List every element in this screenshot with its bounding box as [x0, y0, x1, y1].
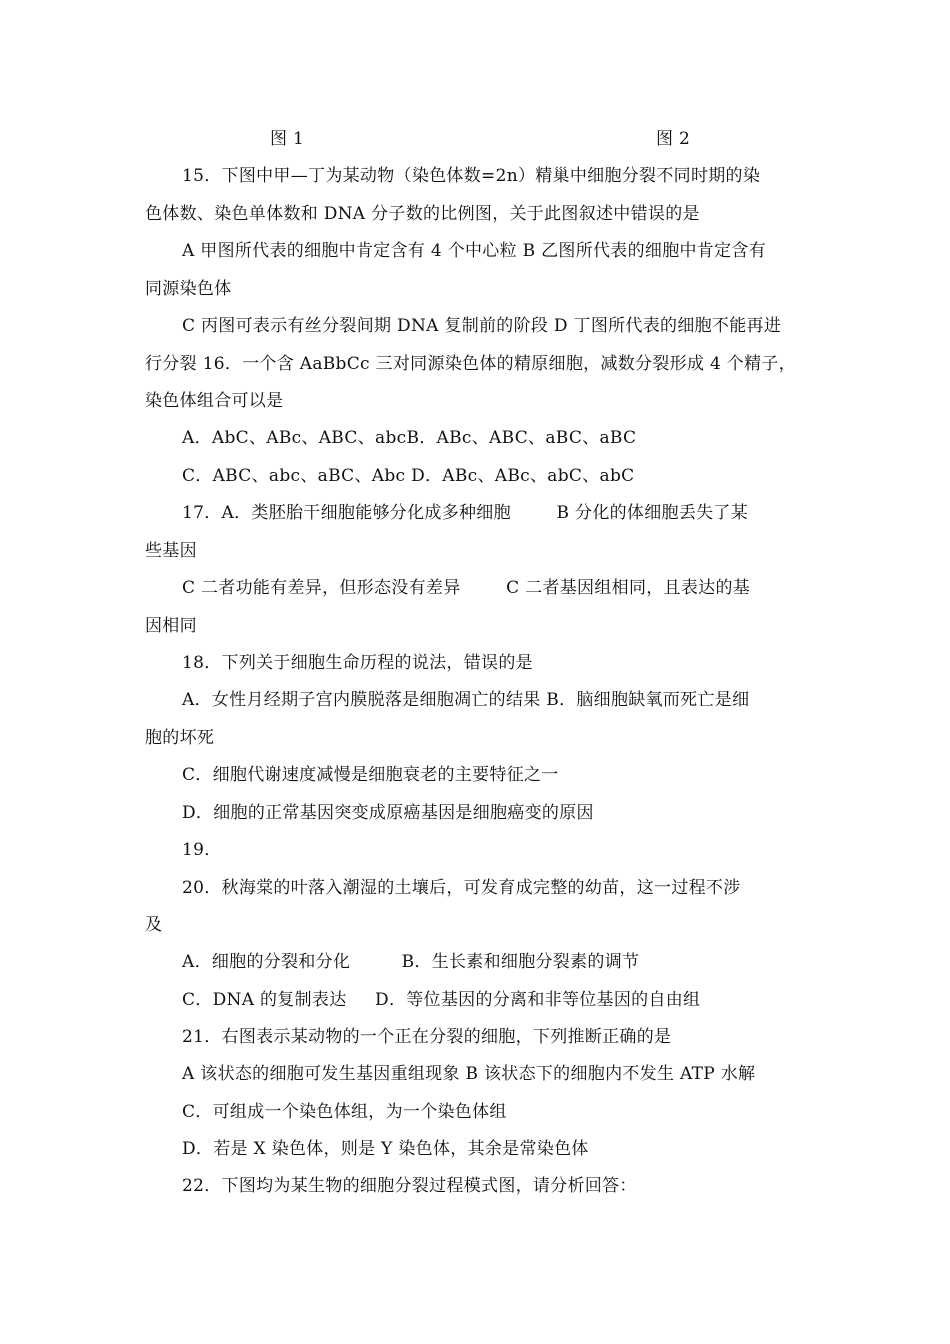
- q18-stem-line: 18．下列关于细胞生命历程的说法，错误的是: [182, 653, 533, 673]
- q18-option-d: D．细胞的正常基因突变成原癌基因是细胞癌变的原因: [182, 803, 594, 823]
- q16-stem-line: 染色体组合可以是: [145, 391, 284, 411]
- q21-options-line-1: A 该状态的细胞可发生基因重组现象 B 该状态下的细胞内不发生 ATP 水解: [182, 1064, 756, 1084]
- q21-stem-line: 21．右图表示某动物的一个正在分裂的细胞，下列推断正确的是: [182, 1027, 672, 1047]
- q16-options-line-1: A．AbC、ABc、ABC、abcB．ABc、ABC、aBC、aBC: [182, 428, 637, 448]
- q18-option-c: C．细胞代谢速度减慢是细胞衰老的主要特征之一: [182, 765, 559, 785]
- q22-stem-line: 22．下图均为某生物的细胞分裂过程模式图，请分析回答：: [182, 1176, 637, 1196]
- q17-line-4: 因相同: [145, 616, 197, 636]
- q18-option-b-cont: 胞的坏死: [145, 728, 215, 748]
- q16-options-line-2: C．ABC、abc、aBC、Abc D．ABc、ABc、abC、abC: [182, 466, 635, 486]
- figure-2-caption: 图 2: [656, 129, 691, 149]
- q17-line-2: 些基因: [145, 541, 197, 561]
- q20-options-line-1: A．细胞的分裂和分化 B．生长素和细胞分裂素的调节: [182, 952, 640, 972]
- q15-stem-line-1: 15．下图中甲—丁为某动物（染色体数=2n）精巢中细胞分裂不同时期的染: [182, 166, 761, 186]
- q19-line: 19．: [182, 840, 222, 860]
- q21-option-d: D．若是 X 染色体，则是 Y 染色体，其余是常染色体: [182, 1139, 589, 1159]
- q15-options-line-1: A 甲图所代表的细胞中肯定含有 4 个中心粒 B 乙图所代表的细胞中肯定含有: [182, 241, 767, 261]
- q15-stem-line-2: 色体数、染色单体数和 DNA 分子数的比例图，关于此图叙述中错误的是: [145, 204, 700, 224]
- q21-option-c: C．可组成一个染色体组，为一个染色体组: [182, 1102, 507, 1122]
- q15-q16-line: 行分裂 16．一个含 AaBbCc 三对同源染色体的精原细胞，减数分裂形成 4 个精子，: [145, 354, 796, 374]
- q17-line-1: 17．A．类胚胎干细胞能够分化成多种细胞 B 分化的体细胞丢失了某: [182, 503, 749, 523]
- q15-options-line-3: C 丙图可表示有丝分裂间期 DNA 复制前的阶段 D 丁图所代表的细胞不能再进: [182, 316, 782, 336]
- q17-line-3: C 二者功能有差异，但形态没有差异 C 二者基因组相同，且表达的基: [182, 578, 751, 598]
- q20-stem-line-1: 20．秋海棠的叶落入潮湿的土壤后，可发育成完整的幼苗，这一过程不涉: [182, 878, 741, 898]
- q15-options-line-2: 同源染色体: [145, 279, 232, 299]
- q20-stem-line-2: 及: [145, 915, 163, 935]
- q20-options-line-2: C．DNA 的复制表达 D．等位基因的分离和非等位基因的自由组: [182, 990, 701, 1010]
- figure-1-caption: 图 1: [270, 129, 305, 149]
- q18-option-a-b: A．女性月经期子宫内膜脱落是细胞凋亡的结果 B．脑细胞缺氧而死亡是细: [182, 690, 750, 710]
